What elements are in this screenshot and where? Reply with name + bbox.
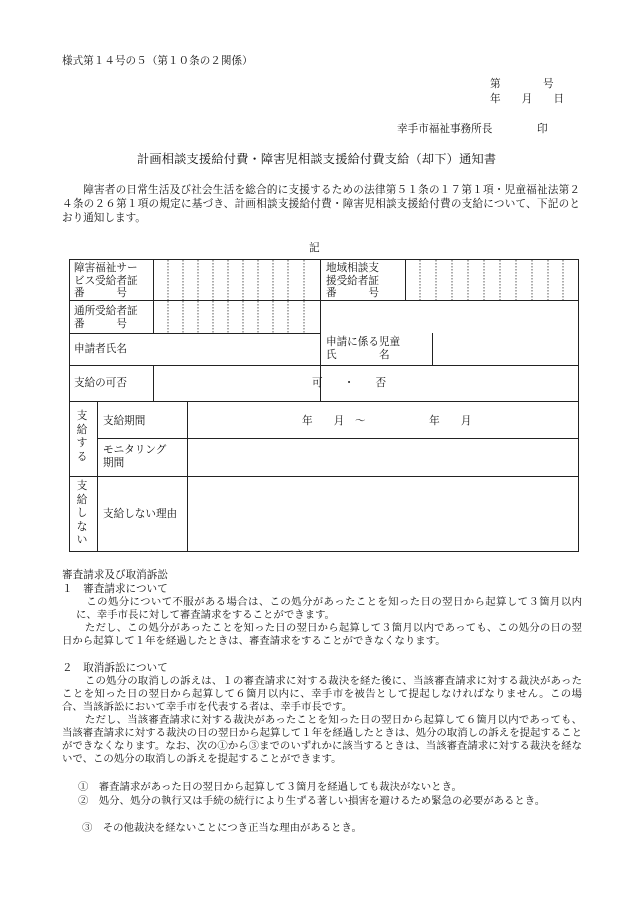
appeal-heading: 審査請求及び取消訴訟: [62, 569, 168, 581]
appeal-item-1: ① 審査請求があった日の翌日から起算して３箇月を経過しても裁決がないとき。: [78, 781, 462, 793]
intro-text: 障害者の日常生活及び社会生活を総合的に支援するための法律第５１条の１７第１項・児童福祉法第２４条の２６第１項の規定に基づき、計画相談支援給付費・障害児相談支援給付費の支給について、下記のとおり通知します。: [62, 184, 580, 224]
monitoring-period-label: モニタリング 期間: [103, 444, 167, 469]
appeal-section-1-paragraph-2: ただし、この処分があったことを知った日の翌日から起算して３箇月以内であっても、この処分の日の翌日から起算して１年を経過したときは、審査請求をすることができなくなります。: [62, 622, 582, 647]
appeal-section-1-title: １ 審査請求について: [62, 583, 168, 595]
appeal-section-1-paragraph-1: この処分について不服がある場合は、この処分があったことを知った日の翌日から起算して３箇月以内に、幸手市長に対して審査請求をすることができます。: [76, 596, 582, 621]
no-grant-side-label: 支 給 し な い: [76, 480, 88, 546]
seal-mark: 印: [537, 123, 548, 135]
grant-period-label: 支給期間: [103, 415, 146, 427]
issuer-name: 幸手市福祉事務所長: [397, 123, 493, 135]
area-cert-number-label: 地域相談支 援受給者証 番 号: [326, 262, 379, 299]
ki-label: 記: [309, 242, 320, 254]
approval-value: 可 ・ 否: [312, 377, 387, 389]
digit-grid: [0, 0, 630, 400]
form-number: 様式第１４号の５（第１０条の２関係）: [62, 55, 253, 67]
document-title: 計画相談支援給付費・障害児相談支援給付費支給（却下）通知書: [137, 152, 497, 166]
applicant-name-label: 申請者氏名: [74, 343, 127, 355]
day-care-cert-number-label: 通所受給者証 番 号: [74, 305, 138, 330]
approval-label: 支給の可否: [74, 377, 127, 389]
grant-period-value: 年 月 ～ 年 月: [302, 415, 472, 427]
service-cert-number-label: 障害福祉サー ビス受給者証 番 号: [74, 262, 138, 299]
document-number: 第 号: [490, 78, 554, 90]
appeal-section-2-paragraph-1: この処分の取消しの訴えは、１の審査請求に対する裁決を経た後に、当該審査請求に対する裁決があったことを知った日の翌日から起算して６箇月以内に、幸手市を被告として提起しなければなりません。この場合、当該訴訟において幸手市を代表する者は、幸手市長です。: [62, 675, 582, 713]
no-grant-reason-label: 支給しない理由: [103, 508, 178, 520]
appeal-section-2-title: ２ 取消訴訟について: [62, 662, 168, 674]
issue-date: 年 月 日: [490, 93, 565, 105]
grant-side-label: 支 給 す る: [76, 410, 88, 463]
appeal-item-3: ③ その他裁決を経ないことにつき正当な理由があるとき。: [82, 822, 362, 834]
appeal-item-2: ② 処分、処分の執行又は手続の続行により生ずる著しい損害を避けるため緊急の必要があるとき。: [78, 795, 546, 807]
appeal-section-2-paragraph-2: ただし、当該審査請求に対する裁決があったことを知った日の翌日から起算して６箇月以内であっても、当該審査請求に対する裁決の日の翌日から起算して１年を経過したときは、処分の取消しの訴えを提起することができなくなります。なお、次の①から③までのいずれかに該当するときは、当該審査請求に対する裁決を経ないで、この処分の取消しの訴えを提起することができます。: [62, 714, 582, 765]
child-name-label: 申請に係る児童 氏 名: [326, 336, 401, 361]
